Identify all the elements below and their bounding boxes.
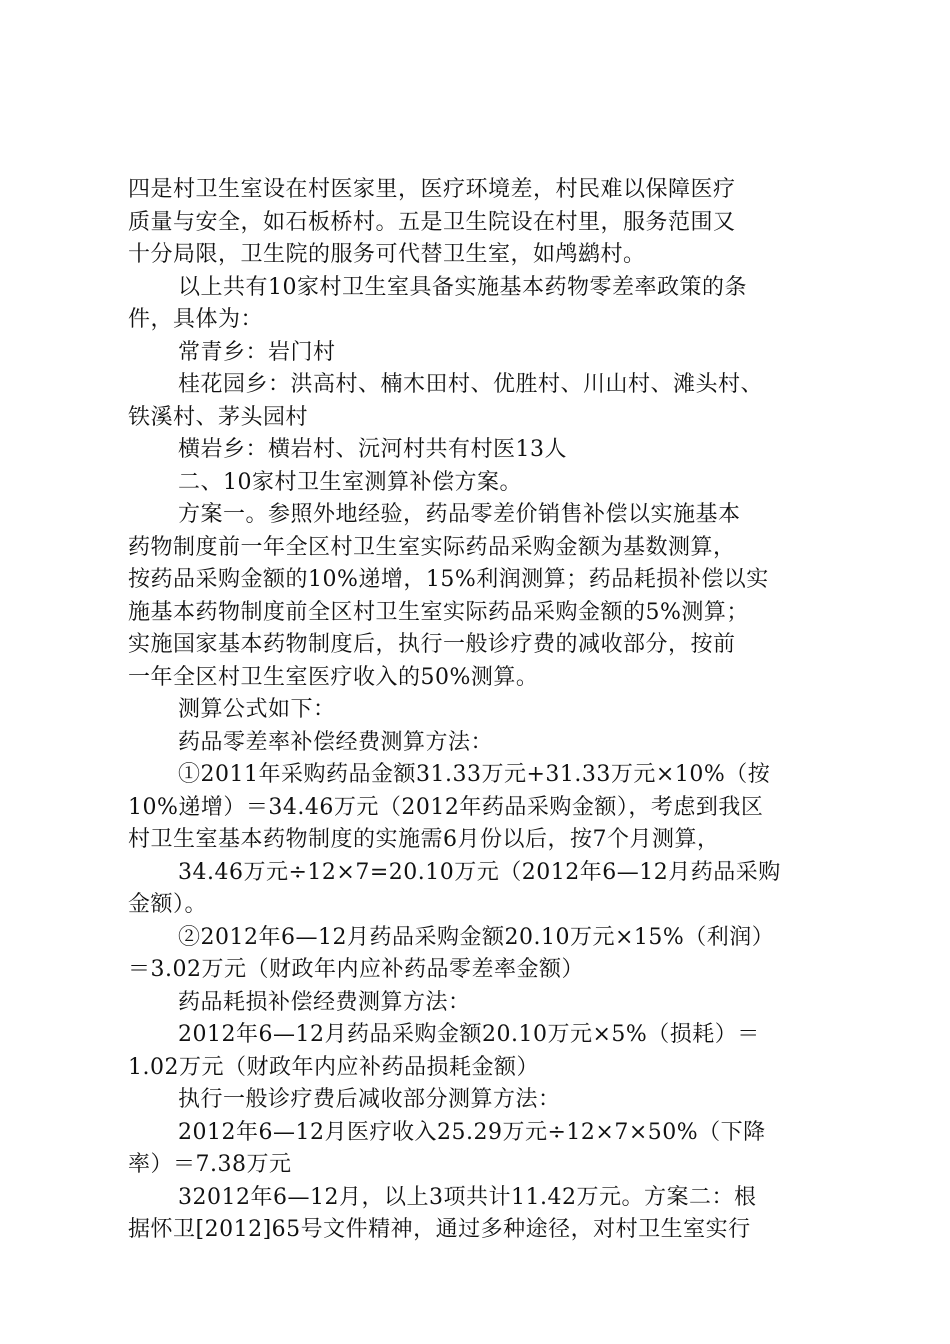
text-line: 药品耗损补偿经费测算方法： <box>178 989 471 1015</box>
text-line: 质量与安全，如石板桥村。五是卫生院设在村里，服务范围又 <box>128 209 736 235</box>
text-line: ＝3.02万元（财政年内应补药品零差率金额） <box>128 957 584 982</box>
text-line: 率）＝7.38万元 <box>128 1152 292 1177</box>
text-line: ②2012年6—12月药品采购金额20.10万元×15%（利润） <box>178 924 775 950</box>
document-body <box>128 174 828 1247</box>
text-line: 桂花园乡：洪高村、楠木田村、优胜村、川山村、滩头村、 <box>178 372 764 397</box>
text-line: 横岩乡：横岩村、沅河村共有村医13人 <box>178 437 567 462</box>
text-line: 铁溪村、茅头园村 <box>128 404 309 430</box>
text-line: 32012年6—12月，以上3项共计11.42万元。方案二：根 <box>178 1184 757 1210</box>
text-line: 村卫生室基本药物制度的实施需6月份以后，按7个月测算， <box>128 827 720 852</box>
text-line: 方案一。参照外地经验，药品零差价销售补偿以实施基本 <box>178 502 741 527</box>
text-line: 34.46万元÷12×7=20.10万元（2012年6—12月药品采购 <box>178 859 781 885</box>
text-line: 执行一般诊疗费后减收部分测算方法： <box>178 1087 561 1112</box>
text-line: 2012年6—12月药品采购金额20.10万元×5%（损耗）＝ <box>178 1022 760 1047</box>
text-line: 二、10家村卫生室测算补偿方案。 <box>178 469 522 495</box>
text-line: 四是村卫生室设在村医家里，医疗环境差，村民难以保障医疗 <box>128 177 736 202</box>
text-line: 施基本药物制度前全区村卫生室实际药品采购金额的5%测算； <box>128 599 749 625</box>
text-line: 药品零差率补偿经费测算方法： <box>178 729 494 755</box>
text-line: 实施国家基本药物制度后，执行一般诊疗费的减收部分，按前 <box>128 632 736 657</box>
text-line: 常青乡：岩门村 <box>178 339 336 365</box>
text-line: 2012年6—12月医疗收入25.29万元÷12×7×50%（下降 <box>178 1119 766 1145</box>
text-line: 金额）。 <box>128 892 208 917</box>
text-line: 以上共有10家村卫生室具备实施基本药物零差率政策的条 <box>178 274 747 300</box>
text-line: 十分局限，卫生院的服务可代替卫生室，如鸬鹚村。 <box>128 242 646 267</box>
text-line: 10%递增）＝34.46万元（2012年药品采购金额），考虑到我区 <box>128 794 764 820</box>
text-line: 件，具体为： <box>128 307 264 332</box>
text-line: ①2011年采购药品金额31.33万元+31.33万元×10%（按 <box>178 762 771 787</box>
text-line: 一年全区村卫生室医疗收入的50%测算。 <box>128 664 539 690</box>
text-line: 测算公式如下： <box>178 697 336 722</box>
text-line: 按药品采购金额的10%递增，15%利润测算；药品耗损补偿以实 <box>128 567 769 592</box>
text-line: 1.02万元（财政年内应补药品损耗金额） <box>128 1054 539 1080</box>
text-line: 药物制度前一年全区村卫生室实际药品采购金额为基数测算， <box>128 534 736 560</box>
text-line: 据怀卫[2012]65号文件精神，通过多种途径，对村卫生室实行 <box>128 1217 751 1242</box>
